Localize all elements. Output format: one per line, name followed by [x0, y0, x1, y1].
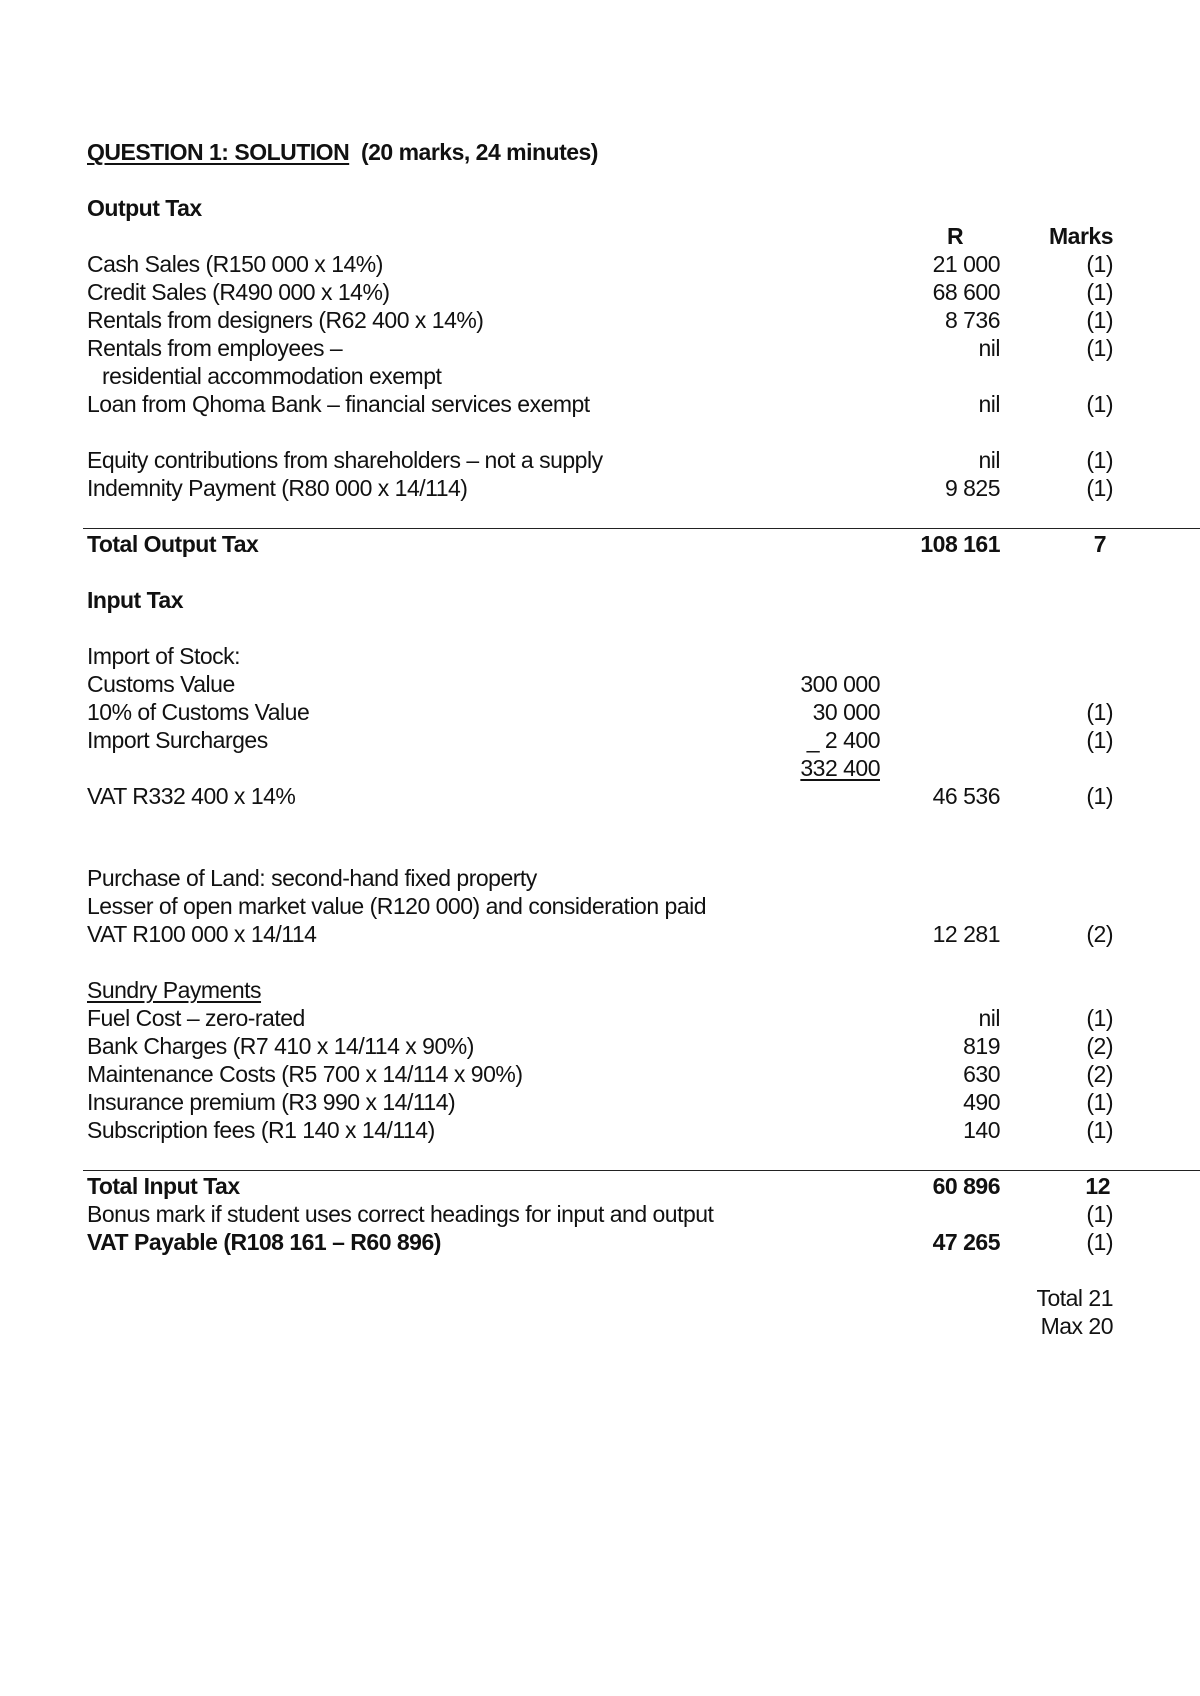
input-tax-heading: Input Tax [87, 587, 184, 613]
input-total-rule [83, 1170, 1200, 1171]
output-row-amount: nil [978, 335, 1000, 361]
vat-payable-label: VAT Payable (R108 161 – R60 896) [87, 1229, 441, 1255]
output-row-desc: Rentals from designers (R62 400 x 14%) [87, 307, 484, 333]
import-vat-mark: (1) [1086, 783, 1113, 809]
output-row-desc: Cash Sales (R150 000 x 14%) [87, 251, 383, 277]
output-row-desc: Loan from Qhoma Bank – financial services exempt [87, 391, 590, 417]
output-row-mark: (1) [1086, 447, 1113, 473]
import-row-calc: 30 000 [812, 699, 880, 725]
import-row-calc: _ 2 400 [806, 727, 880, 753]
import-subtotal [780, 754, 880, 782]
land-purchase-line1: Purchase of Land: second-hand fixed property [87, 865, 537, 891]
import-row-mark: (1) [1086, 699, 1113, 725]
output-row-mark: (1) [1086, 307, 1113, 333]
sundry-row-mark: (1) [1086, 1089, 1113, 1115]
sundry-row-mark: (1) [1086, 1117, 1113, 1143]
land-purchase-line2: Lesser of open market value (R120 000) and consideration paid [87, 893, 707, 919]
output-row-amount: 8 736 [944, 307, 1000, 333]
total-output-tax-label: Total Output Tax [87, 531, 259, 557]
land-vat-mark: (2) [1086, 921, 1113, 947]
vat-payable-mark: (1) [1086, 1229, 1113, 1255]
sundry-row-desc: Maintenance Costs (R5 700 x 14/114 x 90%) [87, 1061, 523, 1087]
marks-total: Total 21 [1036, 1285, 1113, 1311]
total-output-tax-amount: 108 161 [920, 531, 1000, 557]
bonus-mark-desc: Bonus mark if student uses correct headings for input and output [87, 1201, 714, 1227]
total-input-tax-marks: 12 [1085, 1173, 1110, 1199]
sundry-row-mark: (1) [1086, 1005, 1113, 1031]
sundry-row-mark: (2) [1086, 1061, 1113, 1087]
sundry-row-amount: 140 [963, 1117, 1000, 1143]
column-header-marks: Marks [1049, 223, 1113, 249]
import-row-mark: (1) [1086, 727, 1113, 753]
total-output-tax-marks: 7 [1093, 531, 1106, 557]
sundry-row-amount: 630 [963, 1061, 1000, 1087]
sundry-row-amount: 819 [963, 1033, 1000, 1059]
total-input-tax-amount: 60 896 [932, 1173, 1000, 1199]
sundry-row-amount: 490 [963, 1089, 1000, 1115]
output-row-mark: (1) [1086, 475, 1113, 501]
output-row-mark: (1) [1086, 335, 1113, 361]
sundry-row-mark: (2) [1086, 1033, 1113, 1059]
import-vat-amount: 46 536 [932, 783, 1000, 809]
output-tax-heading: Output Tax [87, 195, 202, 221]
output-row-mark: (1) [1086, 279, 1113, 305]
sundry-row-desc: Subscription fees (R1 140 x 14/114) [87, 1117, 435, 1143]
import-row-mark [1010, 670, 1113, 698]
import-subtotal-value: 332 400 [800, 755, 880, 781]
question-title [87, 138, 598, 166]
question-title-main: QUESTION 1: SOLUTION [87, 139, 350, 165]
output-row-desc: Equity contributions from shareholders – not a supply [87, 447, 603, 473]
land-vat-amount: 12 281 [932, 921, 1000, 947]
import-row-calc: 300 000 [800, 671, 880, 697]
sundry-row-desc: Fuel Cost – zero-rated [87, 1005, 305, 1031]
sundry-row-amount: nil [978, 1005, 1000, 1031]
import-row-desc: 10% of Customs Value [87, 699, 310, 725]
output-row-amount: 21 000 [932, 251, 1000, 277]
import-vat-desc: VAT R332 400 x 14% [87, 783, 296, 809]
import-stock-heading: Import of Stock: [87, 643, 241, 669]
column-header-r: R [946, 223, 964, 249]
sundry-row-desc: Insurance premium (R3 990 x 14/114) [87, 1089, 456, 1115]
output-row-amount: 9 825 [944, 475, 1000, 501]
sundry-row-desc: Bank Charges (R7 410 x 14/114 x 90%) [87, 1033, 474, 1059]
land-vat-desc: VAT R100 000 x 14/114 [87, 921, 317, 947]
output-row-desc: Rentals from employees – [87, 335, 343, 361]
output-row-desc-continued: residential accommodation exempt [102, 363, 442, 389]
output-total-rule [83, 528, 1200, 529]
total-input-tax-label: Total Input Tax [87, 1173, 240, 1199]
output-row-desc: Credit Sales (R490 000 x 14%) [87, 279, 390, 305]
output-row-amount: nil [978, 391, 1000, 417]
output-row-amount: nil [978, 447, 1000, 473]
import-row-desc: Import Surcharges [87, 727, 268, 753]
marks-max: Max 20 [1040, 1313, 1113, 1339]
output-row-mark: (1) [1086, 391, 1113, 417]
bonus-mark-value: (1) [1086, 1201, 1113, 1227]
output-row-desc: Indemnity Payment (R80 000 x 14/114) [87, 475, 468, 501]
output-row-mark: (1) [1086, 251, 1113, 277]
import-row-desc: Customs Value [87, 671, 235, 697]
vat-payable-amount: 47 265 [932, 1229, 1000, 1255]
output-row-amount: 68 600 [932, 279, 1000, 305]
question-title-meta: (20 marks, 24 minutes) [360, 139, 598, 165]
sundry-payments-heading: Sundry Payments [87, 977, 262, 1003]
